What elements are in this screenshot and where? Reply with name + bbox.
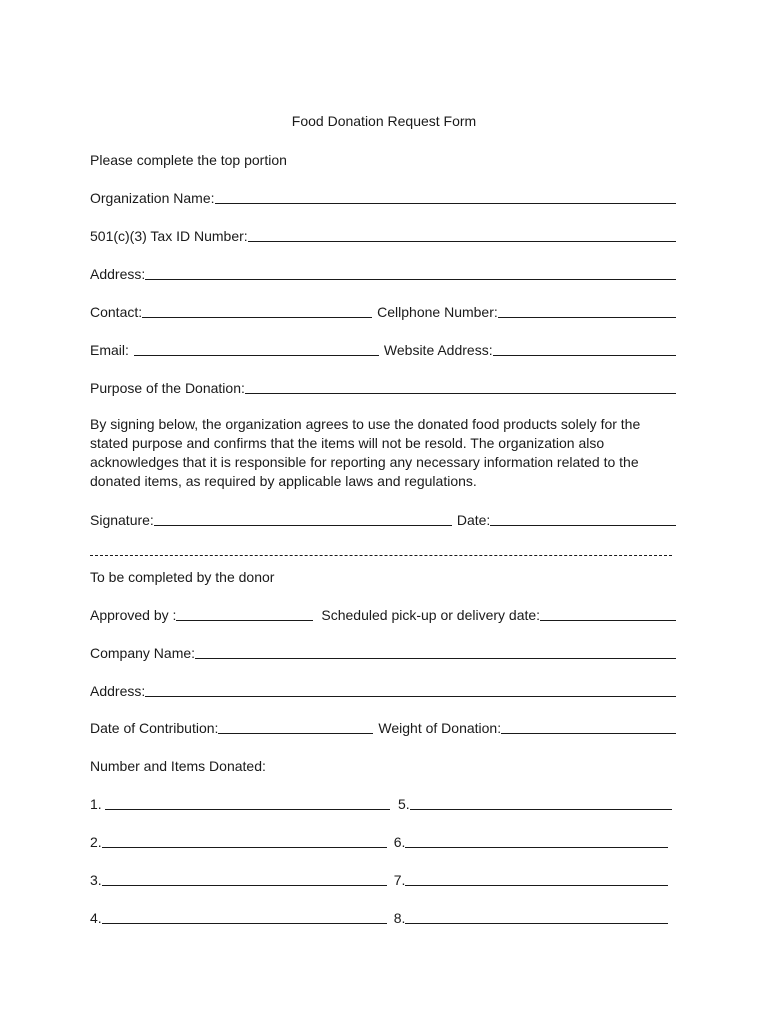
- item-line[interactable]: [102, 923, 387, 924]
- items-heading: Number and Items Donated:: [90, 758, 266, 774]
- org-address-line[interactable]: [145, 279, 676, 280]
- purpose-line[interactable]: [245, 393, 676, 394]
- item-line[interactable]: [405, 923, 668, 924]
- website-label: Website Address:: [383, 342, 493, 358]
- company-name-field[interactable]: [90, 644, 676, 662]
- purpose-field[interactable]: [90, 379, 676, 397]
- item-number: 7.: [393, 872, 406, 888]
- contact-row: [90, 303, 676, 321]
- cellphone-label: Cellphone Number:: [377, 304, 498, 320]
- tax-id-line[interactable]: [248, 241, 676, 242]
- item-number: 1.: [90, 796, 102, 812]
- item-line[interactable]: [105, 809, 390, 810]
- organization-name-line[interactable]: [215, 203, 676, 204]
- item-line[interactable]: [102, 847, 387, 848]
- company-name-label: Company Name:: [90, 645, 196, 661]
- date-contribution-label: Date of Contribution:: [90, 720, 219, 736]
- item-number: 8.: [393, 910, 406, 926]
- item-number: 3.: [90, 872, 102, 888]
- email-label: Email:: [90, 342, 129, 358]
- email-line[interactable]: [134, 355, 379, 356]
- contact-label: Contact:: [90, 304, 143, 320]
- item-number: 4.: [90, 910, 102, 926]
- tax-id-field[interactable]: [90, 227, 676, 245]
- tax-id-label: 501(c)(3) Tax ID Number:: [90, 228, 248, 244]
- approved-by-label: Approved by :: [90, 607, 177, 623]
- item-line[interactable]: [410, 809, 672, 810]
- organization-name-label: Organization Name:: [90, 190, 215, 206]
- items-row-2: [90, 833, 668, 851]
- weight-line[interactable]: [501, 733, 676, 734]
- donor-address-line[interactable]: [145, 696, 676, 697]
- signature-line[interactable]: [154, 525, 452, 526]
- agreement-paragraph: By signing below, the organization agrees to use the donated food products solely for the stated purpose and confirms that the items will not be resold. The organization also acknowledges that it is responsible for reporting any necessary information related to the donated items, as required by applicable laws and regulations.: [90, 416, 641, 489]
- pickup-date-line[interactable]: [540, 620, 676, 621]
- signature-date-label: Date:: [456, 512, 491, 528]
- website-line[interactable]: [493, 355, 676, 356]
- items-row-1: [90, 795, 672, 813]
- items-row-4: [90, 909, 668, 927]
- item-number: 2.: [90, 834, 102, 850]
- approval-row: [90, 606, 676, 624]
- pickup-date-label: Scheduled pick-up or delivery date:: [321, 607, 541, 623]
- donor-instruction: To be completed by the donor: [90, 569, 275, 585]
- purpose-label: Purpose of the Donation:: [90, 380, 245, 396]
- item-line[interactable]: [405, 847, 668, 848]
- organization-name-field[interactable]: [90, 189, 676, 207]
- donor-address-field[interactable]: [90, 682, 676, 700]
- item-line[interactable]: [405, 885, 668, 886]
- cellphone-line[interactable]: [498, 317, 676, 318]
- form-title: Food Donation Request Form: [291, 113, 477, 129]
- donor-address-label: Address:: [90, 683, 146, 699]
- section-divider: [90, 555, 672, 556]
- top-instruction: Please complete the top portion: [90, 152, 287, 168]
- company-name-line[interactable]: [195, 658, 676, 659]
- item-number: 5.: [398, 796, 410, 812]
- contribution-row: [90, 719, 676, 737]
- org-address-label: Address:: [90, 266, 146, 282]
- signature-row: [90, 511, 676, 529]
- approved-by-line[interactable]: [176, 620, 313, 621]
- items-row-3: [90, 871, 668, 889]
- org-address-field[interactable]: [90, 265, 676, 283]
- signature-label: Signature:: [90, 512, 154, 528]
- item-line[interactable]: [102, 885, 387, 886]
- email-row: [90, 341, 676, 359]
- signature-date-line[interactable]: [490, 525, 676, 526]
- date-contribution-line[interactable]: [218, 733, 373, 734]
- contact-line[interactable]: [142, 317, 372, 318]
- item-number: 6.: [393, 834, 406, 850]
- weight-label: Weight of Donation:: [378, 720, 502, 736]
